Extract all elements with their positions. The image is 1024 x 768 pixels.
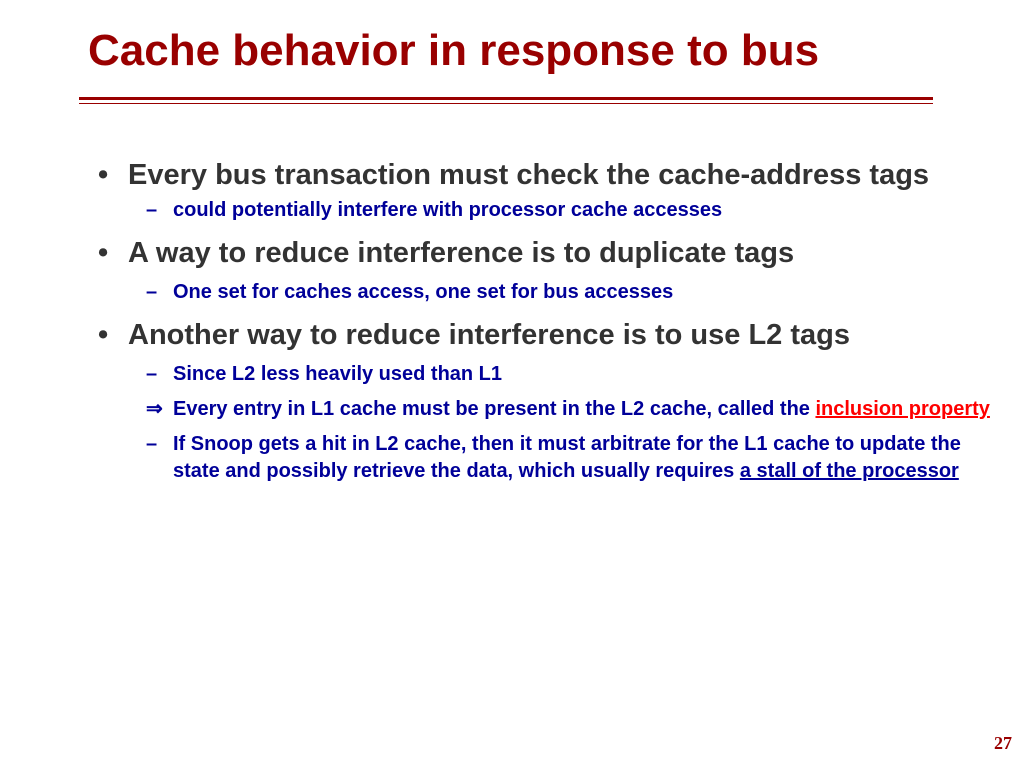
sub-bullet-text: One set for caches access, one set for bus accesses bbox=[173, 281, 674, 303]
page-number: 27 bbox=[994, 733, 1012, 753]
sub-bullet-item bbox=[98, 279, 998, 306]
dash-marker: – bbox=[146, 281, 158, 303]
inclusion-property-link[interactable]: inclusion property bbox=[815, 398, 990, 420]
bullet-item bbox=[98, 158, 998, 193]
sub-bullet-text: If Snoop gets a hit in L2 cache, then it must arbitrate for the L1 cache to update the state and possibly retrieve the data, which usually requires bbox=[173, 433, 961, 482]
dash-marker: – bbox=[146, 199, 158, 221]
sub-bullet-text: could potentially interfere with processor cache accesses bbox=[173, 199, 723, 221]
dash-marker: – bbox=[146, 363, 158, 385]
implies-arrow-icon: ⇒ bbox=[146, 398, 163, 420]
bullet-text: Another way to reduce interference is to use L2 tags bbox=[128, 319, 850, 351]
title-rule-thick bbox=[79, 97, 933, 100]
bullet-text: A way to reduce interference is to duplicate tags bbox=[128, 237, 795, 269]
slide-title: Cache behavior in response to bus bbox=[88, 26, 820, 75]
sub-bullet-text: Every entry in L1 cache must be present in the L2 cache, called the bbox=[173, 398, 816, 420]
bullet-marker: • bbox=[98, 319, 109, 351]
sub-bullet-item bbox=[98, 361, 998, 388]
sub-bullet-text: Since L2 less heavily used than L1 bbox=[173, 363, 503, 385]
sub-bullet-item bbox=[98, 396, 998, 423]
sub-bullet-item bbox=[98, 431, 998, 485]
slide-body bbox=[98, 158, 998, 485]
bullet-marker: • bbox=[98, 159, 109, 191]
title-rule-thin bbox=[79, 103, 933, 104]
bullet-item bbox=[98, 236, 998, 271]
bullet-text: Every bus transaction must check the cache-address tags bbox=[128, 159, 930, 191]
dash-marker: – bbox=[146, 433, 158, 455]
bullet-item bbox=[98, 318, 998, 353]
bullet-marker: • bbox=[98, 237, 109, 269]
processor-stall-underlined: a stall of the processor bbox=[739, 460, 959, 482]
sub-bullet-item bbox=[98, 197, 998, 224]
